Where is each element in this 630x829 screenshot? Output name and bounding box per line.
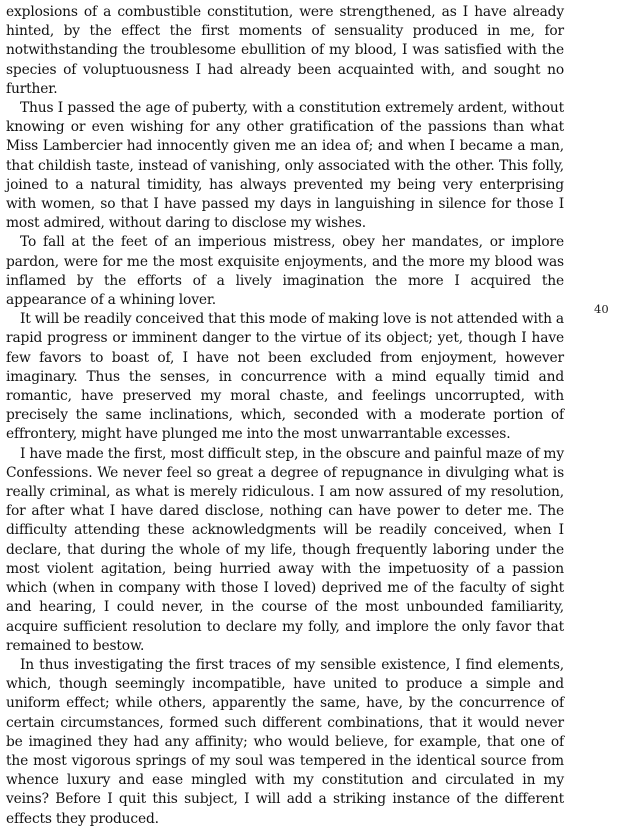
- paragraph-1: explosions of a combustible constitution, were strengthened, as I have already hinted, by the effect the first moments of sensuality produced in me, for notwithstanding the troublesome ebullition of my blood, I was satisfied with the species of voluptuousness I had already been acquainted with, and sought no further.: [6, 4, 564, 97]
- paragraph-5: I have made the first, most difficult step, in the obscure and painful maze of my Confessions. We never feel so great a degree of repugnance in divulging what is really criminal, as what is merely ridiculous. I am now assured of my resolution, for after what I have dared disclose, nothing can have power to deter me. The difficulty attending these acknowledgments will be readily conceived, when I declare, that during the whole of my life, though frequently laboring under the most violent agitation, being hurried away with the impetuosity of a passion which (when in company with those I loved) deprived me of the faculty of sight and hearing, I could never, in the course of the most unbounded familiarity, acquire sufficient resolution to declare my folly, and implore the only favor that remained to bestow.: [6, 445, 564, 654]
- paragraph-4: It will be readily conceived that this mode of making love is not attended with a rapid progress or imminent danger to the virtue of its object; yet, though I have few favors to boast of, I have not been excluded from enjoyment, however imaginary. Thus the senses, in concurrence with a mind equally timid and romantic, have preserved my moral chaste, and feelings uncorrupted, with precisely the same inclinations, which, seconded with a moderate portion of effrontery, might have plunged me into the most unwarrantable excesses.: [6, 311, 564, 443]
- paragraph-6: In thus investigating the first traces of my sensible existence, I find elements, which, though seemingly incompatible, have united to produce a simple and uniform effect; while others, apparently the same, have, by the concurrence of certain circumstances, formed such different combinations, that it would never be imagined they had any affinity; who would believe, for example, that one of the most vigorous springs of my soul was tempered in the identical source from whence luxury and ease mingled with my constitution and circulated in my veins? Before I quit this subject, I will add a striking instance of the different effects they produced.: [6, 656, 564, 827]
- paragraph-2: Thus I passed the age of puberty, with a constitution extremely ardent, without knowing or even wishing for any other gratification of the passions than what Miss Lambercier had innocently given me an idea of; and when I became a man, that childish taste, instead of vanishing, only associated with the other. This folly, joined to a natural timidity, has always prevented my being very enterprising with women, so that I have passed my days in languishing in silence for those I most admired, without daring to disclose my wishes.: [6, 100, 564, 232]
- page-body: [6, 3, 564, 827]
- paragraph-3: To fall at the feet of an imperious mistress, obey her mandates, or implore pardon, were for me the most exquisite enjoyments, and the more my blood was inflamed by the efforts of a lively imagination the more I acquired the appearance of a whining lover.: [6, 234, 564, 309]
- page-number: 40: [594, 302, 609, 316]
